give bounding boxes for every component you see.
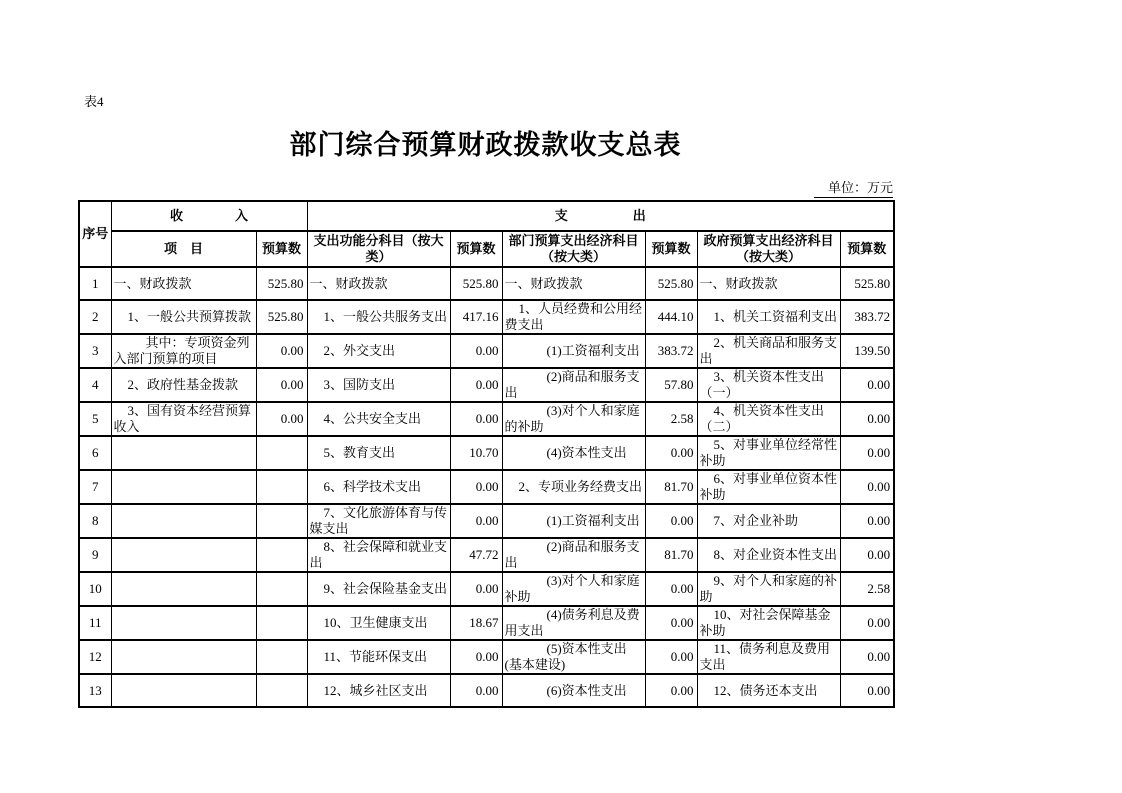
table-row (79, 300, 894, 334)
table-body (79, 267, 894, 707)
table-row (79, 572, 894, 606)
func-value-cell: 0.00 (450, 640, 502, 674)
func-item-cell: 3、国防支出 (307, 368, 450, 402)
dept-item-cell: (6)资本性支出 (502, 674, 645, 707)
table-row (79, 606, 894, 640)
table-row (79, 470, 894, 504)
func-value-cell: 0.00 (450, 334, 502, 368)
row-seq-cell: 1 (79, 267, 111, 300)
table-row (79, 640, 894, 674)
income-value-cell: 0.00 (256, 334, 307, 368)
income-value-cell (256, 436, 307, 470)
gov-item-cell: 1、机关工资福利支出 (697, 300, 840, 334)
gov-value-cell: 0.00 (840, 470, 894, 504)
page-title: 部门综合预算财政拨款收支总表 (289, 130, 682, 160)
func-item-cell: 4、公共安全支出 (307, 402, 450, 436)
table-row (79, 436, 894, 470)
income-item-cell: 1、一般公共预算拨款 (111, 300, 256, 334)
income-value-cell (256, 606, 307, 640)
dept-item-cell: (3)对个人和家庭补助 (502, 572, 645, 606)
func-item-cell: 5、教育支出 (307, 436, 450, 470)
table-row (79, 674, 894, 707)
func-value-cell: 0.00 (450, 504, 502, 538)
func-item-cell: 12、城乡社区支出 (307, 674, 450, 707)
income-value-cell (256, 470, 307, 504)
dept-item-cell: (5)资本性支出(基本建设) (502, 640, 645, 674)
income-item-cell (111, 504, 256, 538)
func-item-cell: 10、卫生健康支出 (307, 606, 450, 640)
header-expense-group: 支 出 (307, 201, 894, 231)
gov-item-cell: 12、债务还本支出 (697, 674, 840, 707)
gov-item-cell: 一、财政拨款 (697, 267, 840, 300)
gov-item-cell: 5、对事业单位经常性补助 (697, 436, 840, 470)
income-value-cell: 525.80 (256, 267, 307, 300)
dept-value-cell: 0.00 (645, 606, 697, 640)
gov-value-cell: 0.00 (840, 504, 894, 538)
gov-item-cell: 11、债务利息及费用支出 (697, 640, 840, 674)
header-dept-budget: 预算数 (645, 231, 697, 267)
gov-value-cell: 0.00 (840, 538, 894, 572)
row-seq-cell: 8 (79, 504, 111, 538)
func-item-cell: 6、科学技术支出 (307, 470, 450, 504)
gov-value-cell: 0.00 (840, 640, 894, 674)
table-row (79, 368, 894, 402)
table-row (79, 267, 894, 300)
income-value-cell (256, 572, 307, 606)
income-item-cell (111, 674, 256, 707)
gov-value-cell: 0.00 (840, 436, 894, 470)
gov-item-cell: 6、对事业单位资本性补助 (697, 470, 840, 504)
func-value-cell: 0.00 (450, 572, 502, 606)
dept-value-cell: 57.80 (645, 368, 697, 402)
income-value-cell: 525.80 (256, 300, 307, 334)
row-seq-cell: 13 (79, 674, 111, 707)
income-value-cell (256, 640, 307, 674)
income-value-cell (256, 674, 307, 707)
unit-note (78, 177, 893, 198)
gov-value-cell: 2.58 (840, 572, 894, 606)
dept-item-cell: (4)资本性支出 (502, 436, 645, 470)
gov-value-cell: 0.00 (840, 368, 894, 402)
income-item-cell (111, 538, 256, 572)
func-value-cell: 47.72 (450, 538, 502, 572)
func-value-cell: 525.80 (450, 267, 502, 300)
row-seq-cell: 12 (79, 640, 111, 674)
table-row (79, 402, 894, 436)
income-item-cell (111, 640, 256, 674)
dept-item-cell: (2)商品和服务支出 (502, 538, 645, 572)
income-value-cell: 0.00 (256, 368, 307, 402)
func-item-cell: 9、社会保险基金支出 (307, 572, 450, 606)
budget-summary-table (78, 200, 895, 708)
func-item-cell: 7、文化旅游体育与传媒支出 (307, 504, 450, 538)
dept-item-cell: 2、专项业务经费支出 (502, 470, 645, 504)
gov-value-cell: 525.80 (840, 267, 894, 300)
dept-value-cell: 81.70 (645, 470, 697, 504)
table-row (79, 334, 894, 368)
unit-note-text: 单位：万元 (814, 177, 893, 198)
table-row (79, 538, 894, 572)
func-value-cell: 0.00 (450, 402, 502, 436)
dept-item-cell: 1、人员经费和公用经费支出 (502, 300, 645, 334)
func-value-cell: 0.00 (450, 674, 502, 707)
func-item-cell: 2、外交支出 (307, 334, 450, 368)
row-seq-cell: 2 (79, 300, 111, 334)
func-value-cell: 0.00 (450, 368, 502, 402)
income-item-cell: 其中：专项资金列入部门预算的项目 (111, 334, 256, 368)
func-value-cell: 0.00 (450, 470, 502, 504)
row-seq-cell: 6 (79, 436, 111, 470)
income-item-cell (111, 470, 256, 504)
row-seq-cell: 5 (79, 402, 111, 436)
dept-value-cell: 0.00 (645, 572, 697, 606)
gov-item-cell: 8、对企业资本性支出 (697, 538, 840, 572)
gov-value-cell: 0.00 (840, 402, 894, 436)
income-item-cell (111, 572, 256, 606)
gov-value-cell: 139.50 (840, 334, 894, 368)
row-seq-cell: 9 (79, 538, 111, 572)
income-item-cell (111, 436, 256, 470)
header-income-item: 项 目 (111, 231, 256, 267)
gov-item-cell: 4、机关资本性支出（二） (697, 402, 840, 436)
header-dept-subject: 部门预算支出经济科目（按大类） (502, 231, 645, 267)
gov-item-cell: 10、对社会保障基金补助 (697, 606, 840, 640)
row-seq-cell: 11 (79, 606, 111, 640)
dept-value-cell: 525.80 (645, 267, 697, 300)
dept-value-cell: 2.58 (645, 402, 697, 436)
dept-value-cell: 0.00 (645, 674, 697, 707)
header-gov-budget: 预算数 (840, 231, 894, 267)
income-value-cell (256, 538, 307, 572)
func-item-cell: 一、财政拨款 (307, 267, 450, 300)
dept-item-cell: (4)债务利息及费用支出 (502, 606, 645, 640)
income-value-cell: 0.00 (256, 402, 307, 436)
header-gov-subject: 政府预算支出经济科目（按大类） (697, 231, 840, 267)
gov-value-cell: 0.00 (840, 606, 894, 640)
row-seq-cell: 7 (79, 470, 111, 504)
dept-item-cell: (1)工资福利支出 (502, 504, 645, 538)
header-func-budget: 预算数 (450, 231, 502, 267)
dept-item-cell: (2)商品和服务支出 (502, 368, 645, 402)
dept-value-cell: 0.00 (645, 504, 697, 538)
income-item-cell: 2、政府性基金拨款 (111, 368, 256, 402)
dept-value-cell: 0.00 (645, 436, 697, 470)
income-item-cell (111, 606, 256, 640)
row-seq-cell: 10 (79, 572, 111, 606)
dept-value-cell: 383.72 (645, 334, 697, 368)
row-seq-cell: 3 (79, 334, 111, 368)
dept-item-cell: (1)工资福利支出 (502, 334, 645, 368)
gov-value-cell: 383.72 (840, 300, 894, 334)
row-seq-cell: 4 (79, 368, 111, 402)
table-row (79, 504, 894, 538)
header-func-subject: 支出功能分科目（按大类） (307, 231, 450, 267)
func-value-cell: 10.70 (450, 436, 502, 470)
dept-item-cell: (3)对个人和家庭的补助 (502, 402, 645, 436)
dept-value-cell: 81.70 (645, 538, 697, 572)
gov-value-cell: 0.00 (840, 674, 894, 707)
income-item-cell: 3、国有资本经营预算收入 (111, 402, 256, 436)
dept-value-cell: 0.00 (645, 640, 697, 674)
func-value-cell: 18.67 (450, 606, 502, 640)
func-item-cell: 1、一般公共服务支出 (307, 300, 450, 334)
gov-item-cell: 9、对个人和家庭的补助 (697, 572, 840, 606)
func-value-cell: 417.16 (450, 300, 502, 334)
income-value-cell (256, 504, 307, 538)
func-item-cell: 8、社会保障和就业支出 (307, 538, 450, 572)
dept-value-cell: 444.10 (645, 300, 697, 334)
func-item-cell: 11、节能环保支出 (307, 640, 450, 674)
gov-item-cell: 3、机关资本性支出（一） (697, 368, 840, 402)
header-income-group: 收 入 (111, 201, 307, 231)
table-label: 表4 (84, 94, 104, 109)
header-income-budget: 预算数 (256, 231, 307, 267)
header-seq: 序号 (79, 201, 111, 267)
gov-item-cell: 7、对企业补助 (697, 504, 840, 538)
income-item-cell: 一、财政拨款 (111, 267, 256, 300)
dept-item-cell: 一、财政拨款 (502, 267, 645, 300)
gov-item-cell: 2、机关商品和服务支出 (697, 334, 840, 368)
